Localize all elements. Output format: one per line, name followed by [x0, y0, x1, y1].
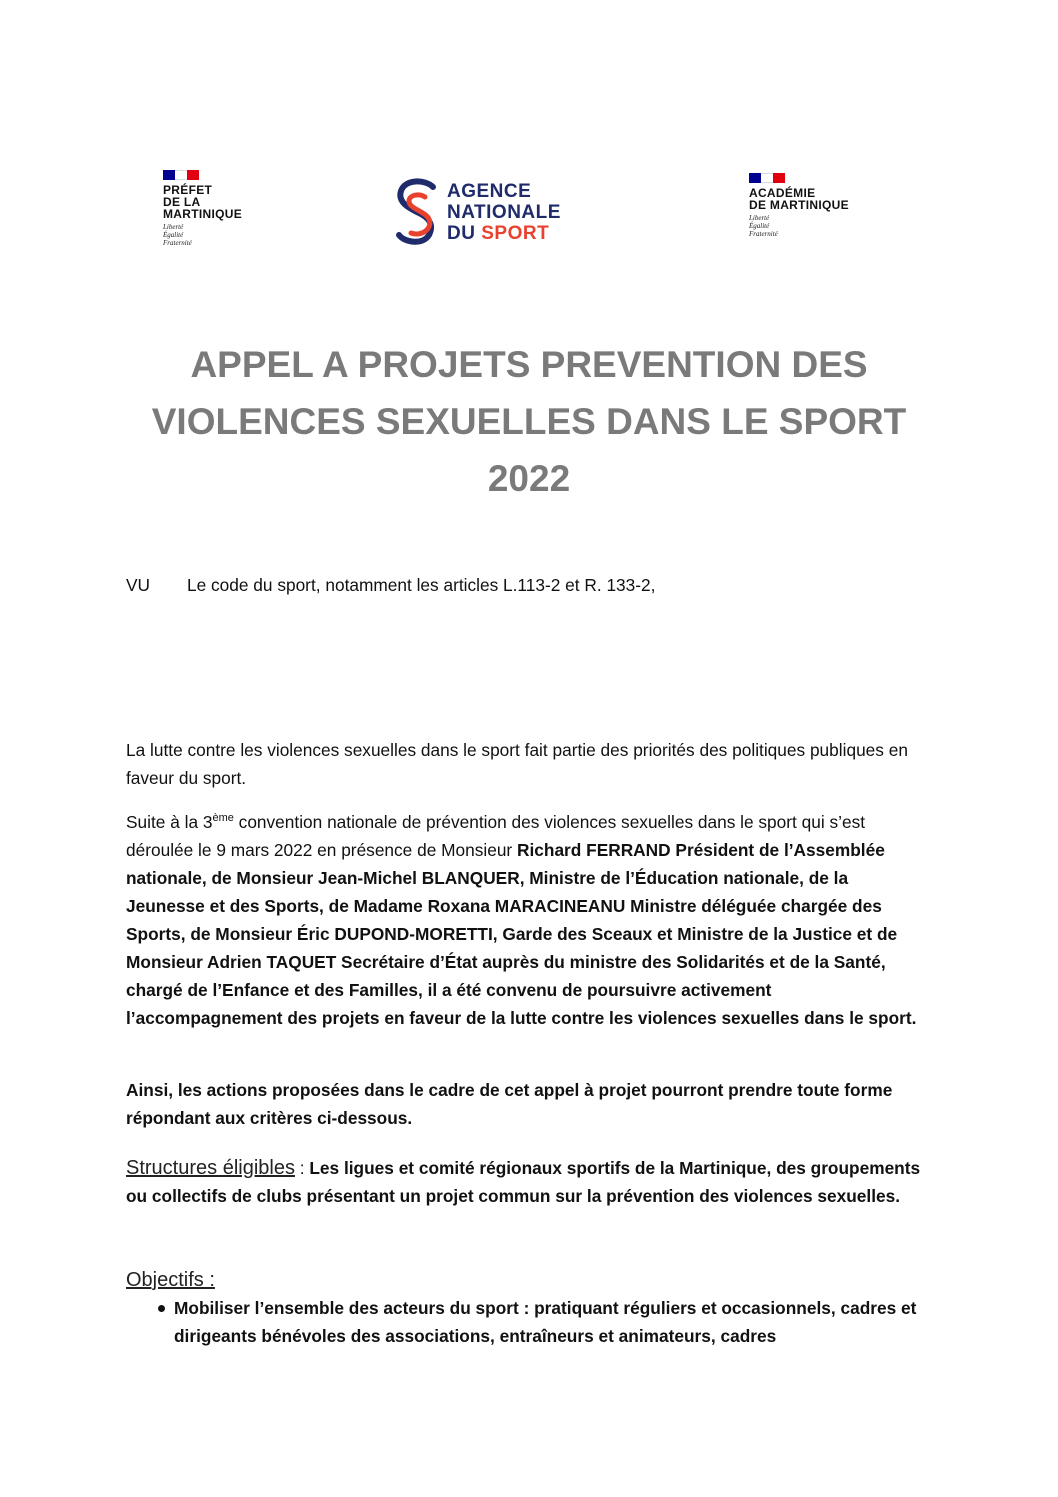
- structures-text: Les ligues et comité régionaux sportifs de la Martinique, des groupements ou collectifs de clubs présentant un projet commun sur la prévention des violences sexuelles.: [126, 1158, 921, 1206]
- structures-section: Structures éligibles : Les ligues et comité régionaux sportifs de la Martinique, des groupements ou collectifs de clubs présentant un projet commun sur la prévention des violences sexuelles.: [126, 1157, 921, 1206]
- objectifs-heading: Objectifs :: [126, 1269, 215, 1291]
- academie-motto: Liberté Égalité Fraternité: [749, 214, 778, 238]
- prefet-name: PRÉFET DE LA MARTINIQUE: [163, 183, 242, 221]
- prefet-logo: [163, 170, 273, 247]
- objectifs-list: [126, 1294, 926, 1350]
- structures-heading: Structures éligibles: [126, 1157, 295, 1179]
- bullet-icon: [158, 1305, 165, 1312]
- academie-name: ACADÉMIE DE MARTINIQUE: [749, 186, 849, 212]
- ans-wordmark: AGENCE NATIONALE DU SPORT: [447, 180, 561, 244]
- academie-logo: [749, 173, 879, 238]
- convention-paragraph: Suite à la 3ème convention nationale de prévention des violences sexuelles dans le sport qui s’est déroulée le 9 mars 2022 en présence de Monsieur Richard FERRAND Président de l’Assemblée nationale, de Monsieur Jean-Michel BLANQUER, Ministre de l’Éducation nationale, de la Jeunesse et des Sports, de Madame Roxana MARACINEANU Ministre déléguée chargée des Sports, de Monsieur Éric DUPOND-MORETTI, Garde des Sceaux et Ministre de la Justice et de Monsieur Adrien TAQUET Secrétaire d’État auprès du ministre des Solidarités et de la Santé, chargé de l’Enfance et des Familles, il a été convenu de poursuivre activement l’accompagnement des projets en faveur de la lutte contre les violences sexuelles dans le sport.: [126, 812, 917, 1028]
- vu-label: VU: [126, 575, 151, 595]
- list-item: Mobiliser l’ensemble des acteurs du sport : pratiquant réguliers et occasionnels, cadres et dirigeants bénévoles des associations, entraîneurs et animateurs, cadres: [126, 1294, 926, 1350]
- french-flag-icon: [163, 170, 199, 180]
- document-title: APPEL A PROJETS PREVENTION DES VIOLENCES SEXUELLES DANS LE SPORT 2022: [151, 344, 907, 499]
- prefet-motto: Liberté Égalité Fraternité: [163, 223, 192, 247]
- vu-text: Le code du sport, notamment les articles L.113-2 et R. 133-2,: [187, 575, 656, 595]
- french-flag-icon: [749, 173, 785, 183]
- intro-paragraph: La lutte contre les violences sexuelles dans le sport fait partie des priorités des politiques publiques en faveur du sport.: [126, 740, 908, 788]
- ans-s-mark-icon: [395, 177, 439, 247]
- actions-paragraph: Ainsi, les actions proposées dans le cadre de cet appel à projet pourront prendre toute forme répondant aux critères ci-dessous.: [126, 1080, 893, 1128]
- agence-nationale-du-sport-logo: [395, 177, 561, 247]
- objectifs-section: [126, 1266, 926, 1350]
